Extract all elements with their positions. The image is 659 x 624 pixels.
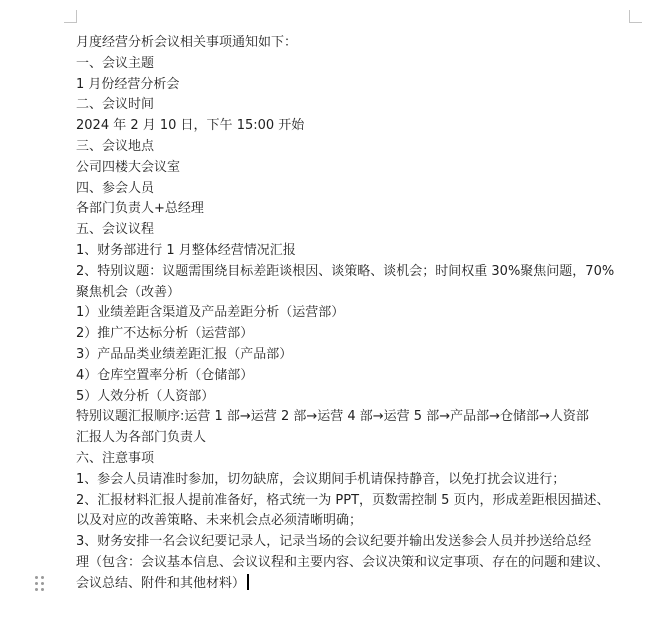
- doc-line: 2024 年 2 月 10 日，下午 15:00 开始: [76, 118, 305, 134]
- section-heading: 二、会议时间: [76, 97, 155, 113]
- report-order: 特别议题汇报顺序:运营 1 部→运营 2 部→运营 4 部→运营 5 部→产品部→仓储部→人资部: [76, 409, 589, 425]
- agenda-subitem: 4）仓库空置率分析（仓储部）: [76, 367, 254, 383]
- section-heading: 四、参会人员: [76, 180, 155, 196]
- doc-line: 月度经营分析会议相关事项通知如下：: [76, 35, 298, 50]
- doc-line: 汇报人为各部门负责人: [76, 430, 207, 446]
- agenda-subitem: 1）业绩差距含渠道及产品差距分析（运营部）: [76, 305, 345, 321]
- notice-item: 3、财务安排一名会议纪要记录人，记录当场的会议纪要并输出发送参会人员并抄送给总经: [76, 534, 592, 550]
- notice-item-continued: 理（包含：会议基本信息、会议议程和主要内容、会议决策和议定事项、存在的问题和建议、: [76, 554, 610, 570]
- agenda-item: 1、财务部进行 1 月整体经营情况汇报: [76, 242, 296, 258]
- drag-handle-icon[interactable]: [35, 576, 45, 592]
- document-body[interactable]: [76, 33, 636, 595]
- notice-item-last-line: [76, 574, 636, 595]
- notice-item-last-text: 会议总结、附件和其他材料）: [76, 575, 246, 591]
- section-heading: 三、会议地点: [76, 138, 155, 154]
- agenda-item: 2、特别议题：议题需围绕目标差距谈根因、谈策略、谈机会；时间权重 30%聚焦问题，70%: [76, 263, 615, 279]
- agenda-item-continued: 聚焦机会（改善）: [76, 284, 181, 300]
- doc-line: 各部门负责人+总经理: [76, 201, 204, 217]
- agenda-subitem: 5）人效分析（人资部）: [76, 388, 215, 404]
- notice-item-continued: 以及对应的改善策略、未来机会点必须清晰明确；: [76, 513, 363, 529]
- notice-item: 1、参会人员请准时参加，切勿缺席，会议期间手机请保持静音，以免打扰会议进行；: [76, 471, 566, 487]
- doc-line: 公司四楼大会议室: [76, 159, 181, 175]
- doc-line: 1 月份经营分析会: [76, 76, 180, 92]
- margin-corner-top-left: [64, 10, 77, 23]
- margin-corner-top-right: [629, 10, 642, 23]
- section-heading: 一、会议主题: [76, 55, 155, 71]
- agenda-subitem: 2）推广不达标分析（运营部）: [76, 326, 254, 342]
- text-cursor: [247, 574, 249, 590]
- agenda-subitem: 3）产品品类业绩差距汇报（产品部）: [76, 346, 293, 362]
- notice-item: 2、汇报材料汇报人提前准备好，格式统一为 PPT，页数需控制 5 页内，形成差距根因描述、: [76, 492, 610, 508]
- section-heading: 五、会议议程: [76, 222, 155, 238]
- section-heading: 六、注意事项: [76, 450, 155, 466]
